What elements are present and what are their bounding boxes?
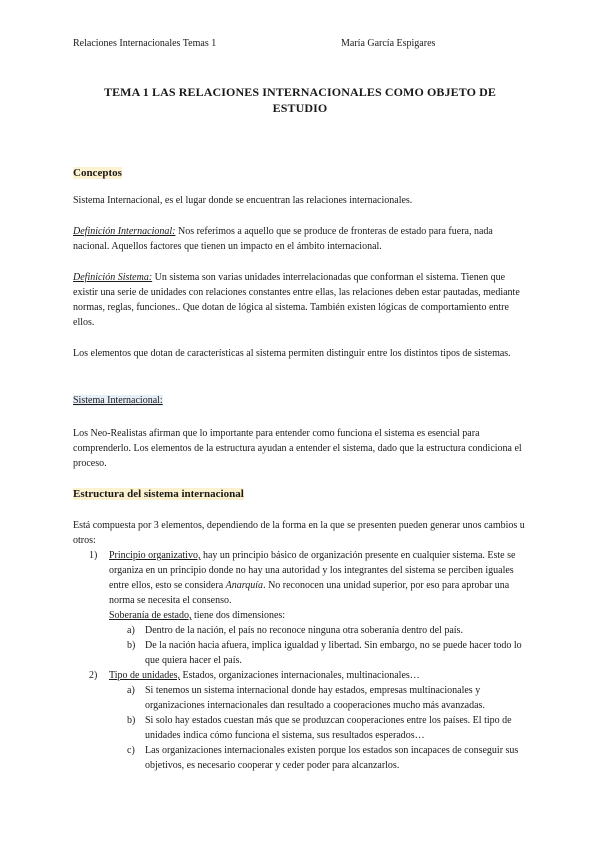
principio-organizativo-label: Principio organizativo,	[109, 550, 201, 561]
definicion-internacional-paragraph	[73, 224, 527, 254]
sublist-letter: b)	[127, 640, 136, 651]
elementos-paragraph: Los elementos que dotan de características al sistema permiten distinguir entre los distintos tipos de sistemas.	[73, 348, 511, 359]
estructura-list	[73, 548, 527, 773]
sublist-text: De la nación hacia afuera, implica igualdad y libertad. Sin embargo, no se puede hacer todo lo que quiera hacer el país.	[145, 640, 522, 666]
soberania-label: Soberanía de estado,	[109, 610, 192, 621]
sistema-internacional-heading: Sistema Internacional:	[73, 395, 163, 406]
definicion-sistema-paragraph	[73, 270, 527, 330]
header-author: María García Espigares	[341, 38, 436, 49]
soberania-sublist	[109, 623, 527, 668]
neo-realistas-paragraph: Los Neo-Realistas afirman que lo importante para entender como funciona el sistema es esencial para comprenderlo. Los elementos de la estructura ayudan a entender el sistema, dado que la estructura condiciona el proceso.	[73, 428, 522, 469]
sublist-letter: a)	[127, 685, 135, 696]
tipo-de-unidades-label: Tipo de unidades,	[109, 670, 181, 681]
anarquia-term: Anarquía	[225, 580, 264, 591]
list-item	[109, 683, 527, 713]
list-item-principio-organizativo	[73, 548, 527, 668]
list-item	[109, 638, 527, 668]
sublist-letter: b)	[127, 715, 136, 726]
sublist-letter: c)	[127, 745, 135, 756]
tipo-de-unidades-text: Estados, organizaciones internacionales, multinacionales…	[180, 670, 420, 681]
definicion-sistema-text: Un sistema son varias unidades interrelacionadas que conforman el sistema. Tienen que existir una serie de unidades con relaciones constantes entre ellas, las relaciones deben estar pautadas, mediante normas, reglas, funciones.. Que dotan de lógica al sistema. También existen lógicas de comportamiento entre ellos.	[73, 272, 520, 328]
definicion-internacional-label: Definición Internacional:	[73, 226, 176, 237]
principio-text-a: hay un principio básico de organización presente en cualquier sistema. Este se organiza en un principio donde no hay una autoridad y los integrantes del sistema se perciben iguales entre ellos, esto se considera	[109, 550, 516, 591]
sublist-text: Las organizaciones internacionales existen porque los estados son incapaces de conseguir sus objetivos, es necesario cooperar y ceder poder para alcanzarlos.	[145, 745, 519, 771]
sublist-letter: a)	[127, 625, 135, 636]
estructura-heading: Estructura del sistema internacional	[73, 488, 244, 500]
list-item	[109, 743, 527, 773]
principio-text-b: . No reconocen una unidad superior, por eso para aprobar una norma se necesita el consenso.	[109, 580, 510, 606]
list-item-tipo-de-unidades	[73, 668, 527, 773]
definicion-sistema-label: Definición Sistema:	[73, 272, 153, 283]
sistema-internacional-definition: Sistema Internacional, es el lugar donde se encuentran las relaciones internacionales.	[73, 195, 413, 206]
header-course-title: Relaciones Internacionales Temas 1	[73, 38, 217, 49]
list-item	[109, 713, 527, 743]
list-item	[109, 623, 527, 638]
soberania-text: tiene dos dimensiones:	[191, 610, 286, 621]
estructura-intro: Está compuesta por 3 elementos, dependiendo de la forma en la que se presenten pueden generar unos cambios u otros:	[73, 520, 525, 546]
definicion-internacional-text: Nos referimos a aquello que se produce de fronteras de estado para fuera, nada nacional. Aquellos factores que tienen un impacto en el ámbito internacional.	[73, 226, 493, 252]
document-body	[73, 166, 527, 773]
sublist-text: Si solo hay estados cuestan más que se produzcan cooperaciones entre los países. El tipo de unidades indica cómo funciona el sistema, sus resultados esperados…	[145, 715, 512, 741]
document-title: TEMA 1 LAS RELACIONES INTERNACIONALES COMO OBJETO DE ESTUDIO	[103, 85, 497, 115]
conceptos-heading: Conceptos	[73, 167, 122, 179]
unidades-sublist	[109, 683, 527, 773]
sublist-text: Dentro de la nación, el país no reconoce ninguna otra soberanía dentro del país.	[145, 625, 463, 636]
list-number: 1)	[89, 550, 98, 561]
list-number: 2)	[89, 670, 98, 681]
sublist-text: Si tenemos un sistema internacional donde hay estados, empresas multinacionales y organizaciones internacionales dan resultado a cooperaciones mucho más avanzadas.	[145, 685, 485, 711]
